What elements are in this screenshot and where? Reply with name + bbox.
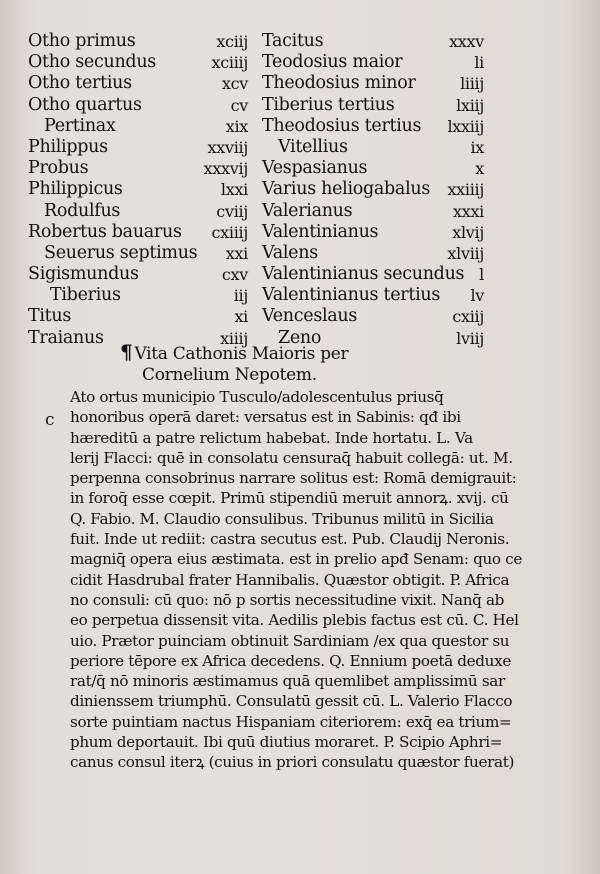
index-entry (28, 201, 248, 222)
text-line: cidit Hasdrubal frater Hannibalis. Quæstor obtigit. P. Africa (70, 570, 510, 589)
entry-name: Vespasianus (262, 158, 368, 179)
index-entry (262, 158, 484, 179)
index-entry (28, 158, 248, 179)
index-entry (28, 179, 248, 200)
entry-number: xlvij (452, 222, 484, 242)
index-entry (262, 73, 484, 94)
text-line: canus consul iterꝝ (cuius in priori consulatu quæstor fuerat) (70, 753, 515, 772)
index-entry (262, 306, 484, 327)
entry-number: xi (234, 307, 248, 327)
text-line: periore tēpore ex Africa decedens. Q. Ennium poetā deduxe (70, 651, 511, 670)
entry-name: Valens (262, 242, 318, 263)
entry-number: lxiij (456, 95, 484, 115)
index-entry (28, 73, 248, 94)
index-entry (28, 222, 248, 243)
entry-name: Philippicus (28, 179, 123, 200)
entry-number: xciij (216, 32, 248, 51)
entry-name: Valerianus (262, 200, 353, 221)
text-line: in foroq̄ esse cœpit. Primū stipendiū meruit annorꝝ. xvij. cū (70, 489, 509, 508)
index-entry (262, 201, 484, 222)
index-entry (262, 243, 484, 264)
text-line: honoribus operā daret: versatus est in Sabinis: qđ ibi (70, 408, 461, 427)
index-entry (262, 222, 484, 243)
index-entry (28, 264, 248, 285)
entry-number: lv (470, 286, 484, 306)
entry-name: Titus (28, 306, 72, 327)
body-text (70, 387, 522, 773)
entry-name: Sigismundus (28, 264, 139, 285)
entry-name: Tacitus (262, 31, 324, 51)
index-column-left (28, 31, 248, 349)
entry-number: xxviij (207, 137, 248, 157)
entry-number: xxi (225, 243, 248, 263)
text-line: fuit. Inde ut rediit: castra secutus est. Pub. Claudij Neronis. (70, 530, 510, 549)
text-line: dinienssem triumphū. Consulatū gessit cū. L. Valerio Flacco (70, 692, 513, 711)
entry-name: Otho secundus (28, 52, 156, 73)
entry-number: xciiij (211, 53, 248, 73)
entry-number: cxiiij (211, 222, 248, 242)
entry-name: Tiberius (50, 285, 121, 306)
entry-number: ix (470, 137, 484, 157)
text-line: no consuli: cū quo: nō p sortis necessitudine vixit. Nanq̄ ab (70, 590, 505, 609)
entry-number: xcv (221, 74, 248, 94)
index-entry (262, 137, 484, 158)
entry-name: Venceslaus (262, 306, 358, 327)
entry-name: Traianus (28, 327, 104, 348)
entry-name: Philippus (28, 136, 108, 157)
entry-number: lxxi (220, 180, 248, 200)
text-line: Ato ortus municipio Tusculo/adolescentulus priusq̄ (70, 388, 444, 406)
text-line: rat/q̄ nō minoris æstimamus quā quemlibet amplissimū sar (70, 672, 505, 691)
pilcrow-icon: ¶ (120, 340, 133, 364)
entry-name: Robertus bauarus (28, 221, 182, 242)
entry-number: li (474, 53, 484, 73)
entry-name: Vitellius (278, 136, 348, 157)
index-entry (262, 95, 484, 116)
entry-number: lviij (456, 328, 484, 348)
text-line: uio. Prætor puinciam obtinuit Sardiniam /ex qua questor su (70, 631, 510, 650)
index-entry (262, 264, 484, 285)
entry-name: Tiberius tertius (262, 94, 395, 115)
entry-name: Valentinianus secundus (262, 264, 465, 285)
entry-name: Seuerus septimus (44, 242, 198, 263)
entry-number: xxxv (449, 32, 484, 51)
index-entry (28, 31, 248, 52)
index-entry (262, 116, 484, 137)
entry-name: Rodulfus (44, 200, 121, 221)
text-line: hæreditū a patre relictum habebat. Inde hortatu. L. Va (70, 428, 473, 447)
text-line: lerij Flacci: quē in consolatu censuraq̄ habuit collegā: ut. M. (70, 448, 513, 467)
entry-number: xxxvij (203, 159, 248, 179)
entry-name: Probus (28, 158, 89, 179)
entry-name: Teodosius maior (262, 52, 403, 73)
heading-line-2: Cornelium Nepotem. (142, 365, 317, 385)
entry-number: lxxiij (447, 116, 484, 136)
entry-name: Zeno (278, 327, 322, 348)
text-line: phum deportauit. Ibi quū diutius moraret. P. Scipio Aphri= (70, 733, 503, 752)
chapter-heading (120, 342, 450, 386)
entry-name: Theodosius tertius (262, 115, 422, 136)
index-entry (28, 137, 248, 158)
index-entry (262, 179, 484, 200)
entry-name: Otho primus (28, 31, 136, 51)
text-line: eo perpetua dissensit vita. Aedilis plebis factus est cū. C. Hel (70, 611, 519, 630)
index-entry (28, 285, 248, 306)
index-entry (28, 95, 248, 116)
text-line: sorte puintiam nactus Hispaniam citeriorem: exq̄ ea trium= (70, 712, 512, 731)
entry-number: cxiij (452, 307, 484, 327)
entry-number: xix (225, 116, 248, 136)
index-column-right (262, 31, 484, 349)
initial-letter: c (45, 410, 55, 430)
index-entry (28, 306, 248, 327)
entry-number: l (479, 265, 484, 285)
text-line: magniq̄ opera eius æstimata. est in prelio apđ Senam: quo ce (70, 550, 522, 569)
entry-number: xxxi (453, 201, 484, 221)
index-entry (262, 52, 484, 73)
entry-number: cxv (221, 265, 248, 285)
entry-name: Valentinianus (262, 221, 379, 242)
entry-number: xlviij (447, 243, 484, 263)
text-line: perpenna consobrinus narrare solitus est: Romā demigrauit: (70, 469, 517, 488)
entry-number: iij (233, 286, 248, 306)
index-table (0, 31, 600, 348)
index-entry (28, 52, 248, 73)
entry-name: Theodosius minor (262, 73, 416, 94)
entry-name: Varius heliogabalus (262, 179, 431, 200)
index-entry (262, 285, 484, 306)
entry-number: xxiiij (447, 180, 484, 200)
entry-name: Pertinax (44, 115, 116, 136)
entry-number: cv (230, 95, 248, 115)
entry-name: Valentinianus tertius (262, 285, 441, 306)
index-entry (28, 116, 248, 137)
entry-name: Otho quartus (28, 94, 142, 115)
entry-number: liiij (460, 74, 484, 94)
entry-number: x (475, 159, 484, 179)
entry-number: xiiij (220, 328, 248, 348)
entry-number: cviij (216, 201, 248, 221)
index-entry (28, 243, 248, 264)
heading-line-1 (120, 342, 450, 365)
heading-title: Vita Cathonis Maioris per (134, 344, 349, 364)
index-entry (262, 31, 484, 52)
entry-name: Otho tertius (28, 73, 132, 94)
text-line: Q. Fabio. M. Claudio consulibus. Tribunus militū in Sicilia (70, 509, 494, 528)
